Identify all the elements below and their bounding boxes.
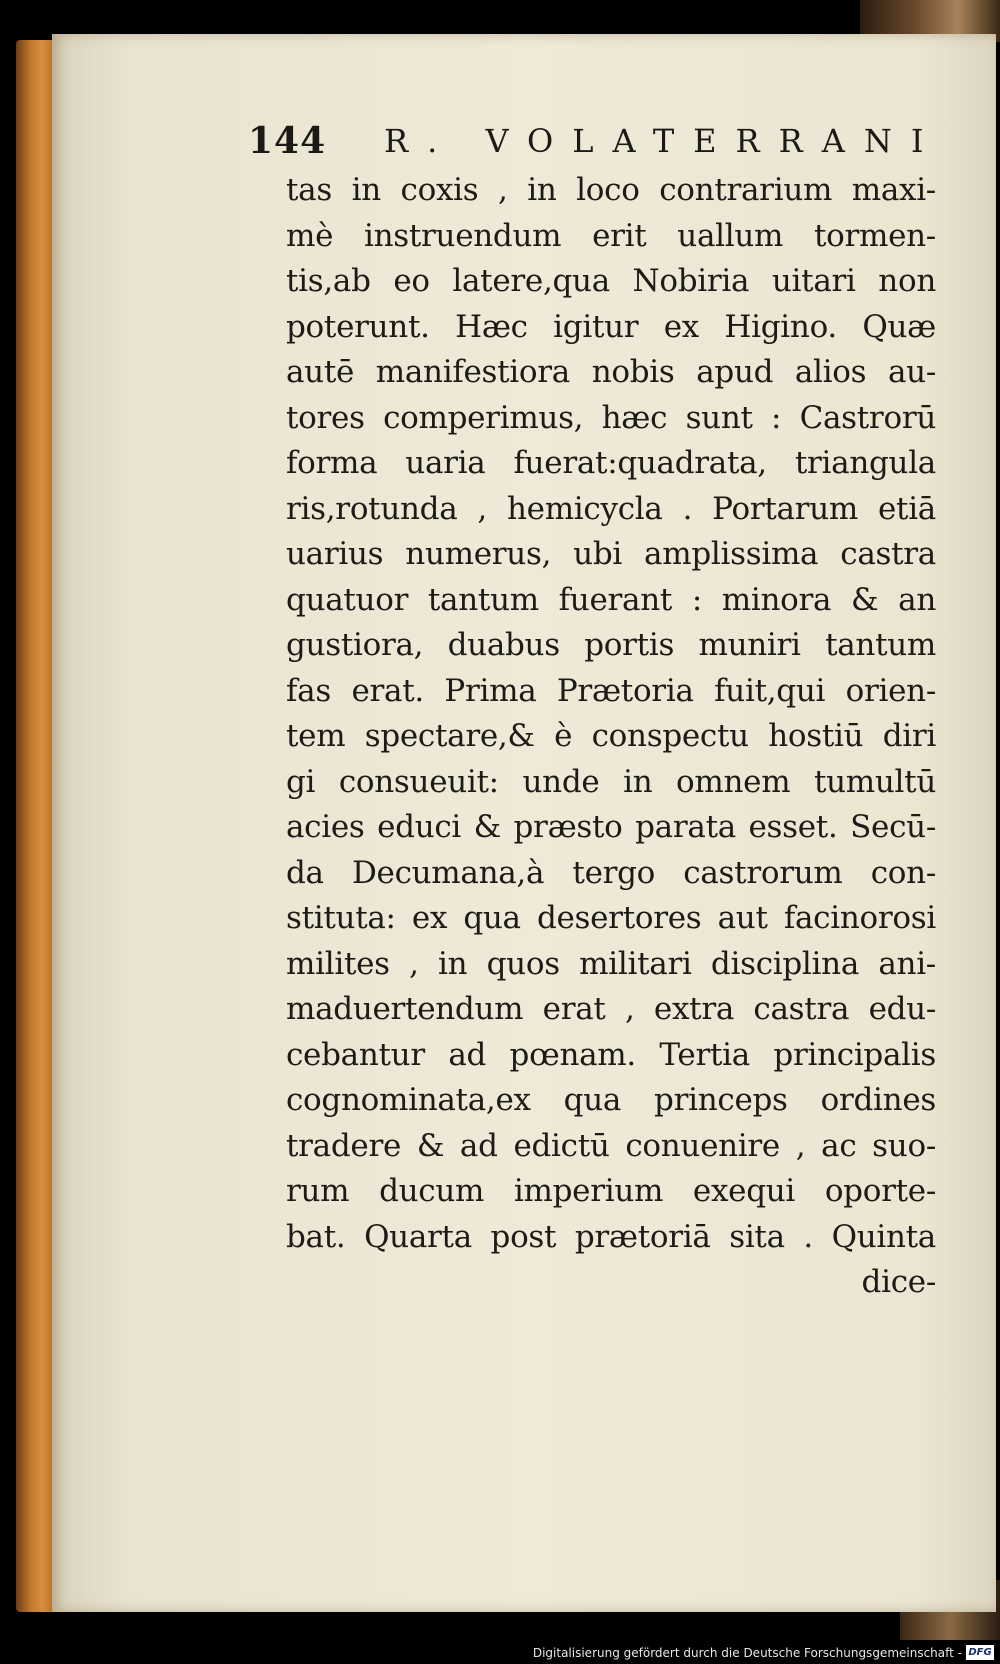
running-head <box>248 120 943 172</box>
text-line: poterunt. Hæc igitur ex Higino. Quæ <box>286 308 936 345</box>
text-line: tradere & ad edictū conuenire , ac suo- <box>286 1127 936 1164</box>
text-line: tis,ab eo latere,qua Nobiria uitari non <box>286 263 936 299</box>
text-line: autē manifestiora nobis apud alios au- <box>286 354 936 390</box>
footer-credit: Digitalisierung gefördert durch die Deutsche Forschungsgemeinschaft - <box>532 1646 962 1660</box>
text-line: tem spectare,& è conspectu hostiū diri <box>286 718 936 754</box>
text-line: mè instruendum erit uallum tormen- <box>286 217 936 254</box>
text-line: tas in coxis , in loco contrarium maxi- <box>286 172 936 208</box>
text-line: gi consueuit: unde in omnem tumultū <box>286 763 936 800</box>
text-line: ris,rotunda , hemicycla . Portarum etiā <box>286 490 936 527</box>
text-line: tores comperimus, hæc sunt : Castrorū <box>286 399 936 436</box>
text-line: acies educi & præsto parata esset. Secū- <box>286 809 936 845</box>
catchword: dice- <box>861 1264 936 1300</box>
dfg-logo: DFG <box>966 1645 994 1660</box>
text-line: gustiora, duabus portis muniri tantum <box>286 627 936 663</box>
text-line: uarius numerus, ubi amplissima castra <box>286 536 936 572</box>
text-line: maduertendum erat , extra castra edu- <box>286 991 936 1027</box>
text-line: rum ducum imperium exequi oporte- <box>286 1173 936 1209</box>
text-line: da Decumana,à tergo castrorum con- <box>286 854 936 891</box>
text-line: stituta: ex qua desertores aut facinorosi <box>286 900 936 936</box>
text-line: bat. Quarta post prætoriā sita . Quinta <box>286 1218 936 1255</box>
digitization-footer <box>532 1642 1000 1664</box>
page-number: 144 <box>248 120 327 162</box>
header-title: R. VOLATERRANI <box>384 122 943 160</box>
text-line: cebantur ad pœnam. Tertia principalis <box>286 1036 936 1073</box>
text-line: quatuor tantum fuerant : minora & an <box>286 581 936 618</box>
text-line: forma uaria fuerat:quadrata, triangula <box>286 445 936 481</box>
text-block <box>286 168 936 1306</box>
text-line: milites , in quos militari disciplina ani- <box>286 945 936 982</box>
text-line: fas erat. Prima Prætoria fuit,qui orien- <box>286 672 936 709</box>
text-line: cognominata,ex qua princeps ordines <box>286 1082 936 1118</box>
